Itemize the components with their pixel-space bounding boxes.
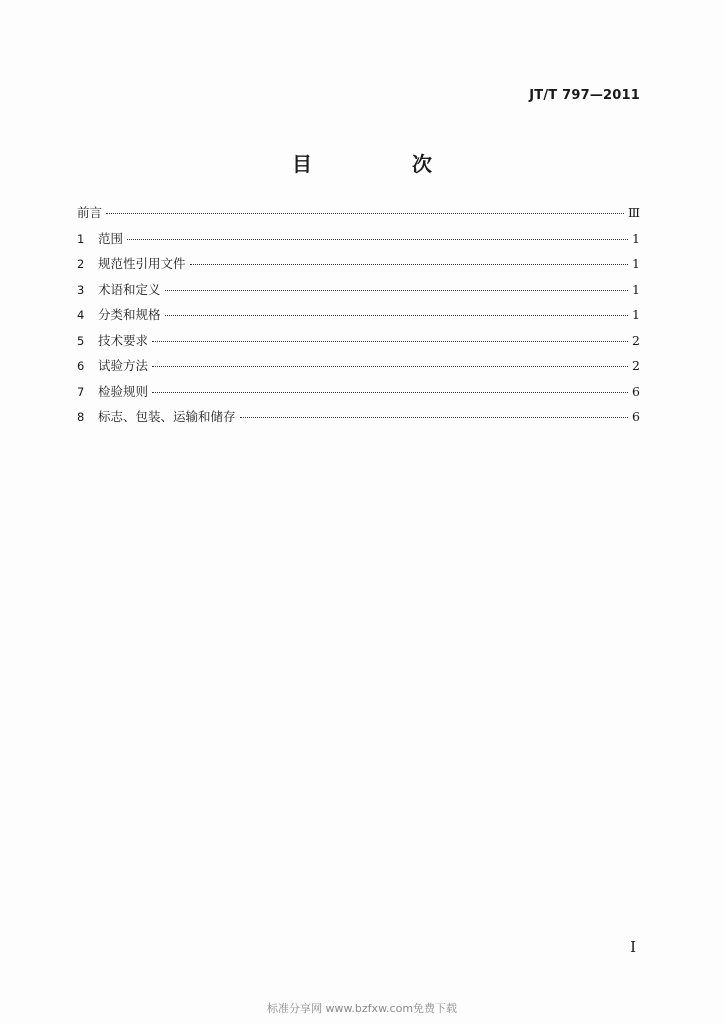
toc-entry-number: 4 [77,308,85,322]
toc-entry-label: 范围 [98,230,124,246]
toc-leader-dots [240,417,628,418]
toc-leader-dots [152,341,628,342]
toc-entry-marking-packaging[interactable] [77,407,640,433]
toc-entry-page: 1 [632,230,640,246]
toc-leader-dots [106,213,624,214]
toc-entry-page: 6 [632,409,640,424]
toc-leader-dots [127,239,628,240]
toc-entry-inspection-rules[interactable] [77,382,640,408]
toc-entry-test-methods[interactable] [77,356,640,382]
toc-leader-dots [165,290,628,291]
toc-entry-page: 2 [632,332,640,348]
toc-entry-foreword[interactable] [77,203,640,229]
toc-leader-dots [152,392,628,393]
toc-entry-number: 3 [77,282,85,297]
toc-entry-number: 1 [77,231,85,246]
toc-entry-page: 2 [632,358,640,373]
toc-entry-number: 8 [77,410,85,424]
toc-entry-page: 1 [632,256,640,271]
toc-entry-label: 试验方法 [98,358,149,373]
toc-entry-terms-definitions[interactable] [77,280,640,306]
toc-entry-page: 6 [632,383,640,399]
toc-entry-label: 分类和规格 [98,307,161,322]
toc-entry-label: 标志、包装、运输和储存 [98,409,236,424]
watermark-text: 标准分享网 www.bzfxw.com免费下载 [266,1002,458,1015]
toc-entry-scope[interactable] [77,229,640,255]
toc-entry-label: 术语和定义 [98,281,161,297]
toc-entry-number: 6 [77,359,85,373]
toc-entry-number: 7 [77,384,85,399]
toc-title: 目 次 [292,152,472,176]
toc-entry-technical-requirements[interactable] [77,331,640,357]
toc-entry-label: 技术要求 [98,332,149,348]
table-of-contents [77,203,640,433]
toc-entry-label: 规范性引用文件 [98,256,186,271]
toc-entry-number: 2 [77,257,85,271]
toc-entry-number: 5 [77,333,85,348]
toc-entry-label: 前言 [77,205,103,220]
toc-entry-normative-references[interactable] [77,254,640,280]
toc-leader-dots [152,366,628,367]
page-number: I [630,938,636,956]
toc-entry-page: 1 [632,281,640,297]
standard-code: JT/T 797—2011 [529,88,640,103]
toc-entry-classification[interactable] [77,305,640,331]
toc-entry-page: Ⅲ [627,205,640,220]
toc-leader-dots [190,264,628,265]
toc-entry-page: 1 [632,307,640,322]
toc-leader-dots [165,315,628,316]
toc-entry-label: 检验规则 [98,383,149,399]
